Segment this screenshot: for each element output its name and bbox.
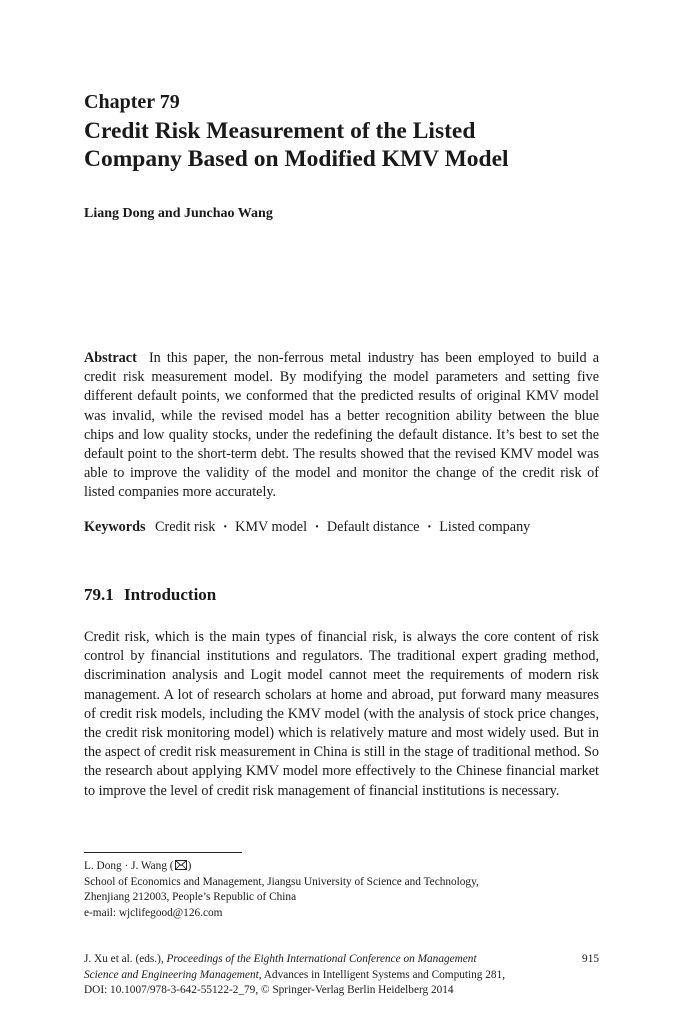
author-footnote [84, 859, 604, 921]
citation-block [84, 952, 604, 999]
footnote-affiliation-line-1: School of Economics and Management, Jiangsu University of Science and Technology, [84, 875, 479, 888]
footnote-divider [84, 852, 242, 853]
keyword-item: Listed company [439, 519, 531, 535]
author-names: Liang Dong and Junchao Wang [84, 206, 273, 221]
section-title: Introduction [124, 585, 217, 604]
envelope-icon [175, 860, 187, 870]
chapter-title-line-1: Credit Risk Measurement of the Listed [84, 118, 476, 144]
citation-line-2 [84, 968, 604, 984]
page-number: 915 [582, 953, 599, 965]
keyword-item: KMV model [235, 519, 308, 535]
citation-doi: DOI: 10.1007/978-3-642-55122-2_79, © Springer-Verlag Berlin Heidelberg 2014 [84, 984, 454, 997]
citation-series: , Advances in Intelligent Systems and Computing 281, [258, 968, 506, 981]
citation-proceedings-2: Science and Engineering Management [84, 968, 259, 981]
abstract-text: In this paper, the non-ferrous metal industry has been employed to build a credit risk measurement model. By modifying the model parameters and setting five different default points, we conformed that the predicted results of original KMV model was invalid, while the revised model has a better recognition ability between the blue chips and low quality stocks, under the redefining the default distance. It’s best to set the default point to the short-term debt. The results showed that the revised KMV model was able to improve the validity of the model and monitor the change of the credit risk of listed companies more accurately. [84, 350, 599, 501]
keywords-block [84, 518, 530, 537]
keyword-item: Credit risk [155, 519, 216, 535]
keywords-label: Keywords [84, 519, 146, 535]
footnote-authors-line [84, 859, 604, 875]
footnote-authors-close: ) [187, 860, 192, 872]
abstract-block [84, 349, 599, 503]
citation-prefix: J. Xu et al. (eds.), [84, 953, 167, 965]
keyword-separator: · [222, 519, 228, 535]
chapter-title [84, 117, 604, 173]
keyword-separator: · [426, 519, 432, 535]
section-number: 79.1 [84, 585, 114, 604]
introduction-paragraph: Credit risk, which is the main types of financial risk, is always the core content of risk control by financial institutions and regulators. The traditional expert grading method, discrimination analysis and Logit model cannot meet the requirements of modern risk management. A lot of research scholars at home and abroad, put forward many measures of credit risk models, including the KMV model (with the analysis of stock price changes, the credit risk monitoring model) which is relatively mature and most widely used. But in the aspect of credit risk measurement in China is still in the stage of traditional method. So the research about applying KMV model more effectively to the Chinese financial market to improve the level of credit risk management of financial institutions is necessary. [84, 629, 599, 799]
chapter-title-line-2: Company Based on Modified KMV Model [84, 146, 509, 172]
keyword-separator: · [314, 519, 320, 535]
citation-line-1 [84, 952, 604, 968]
footnote-authors: L. Dong · J. Wang ( [84, 860, 174, 872]
section-heading [84, 584, 216, 606]
chapter-label: Chapter 79 [84, 91, 180, 113]
abstract-label: Abstract [84, 350, 137, 366]
footnote-email: e-mail: wjclifegood@126.com [84, 906, 223, 919]
citation-proceedings-1: Proceedings of the Eighth International Conference on Management [166, 953, 477, 965]
keyword-item: Default distance [326, 519, 420, 535]
footnote-affiliation-line-2: Zhenjiang 212003, People’s Republic of China [84, 891, 297, 904]
